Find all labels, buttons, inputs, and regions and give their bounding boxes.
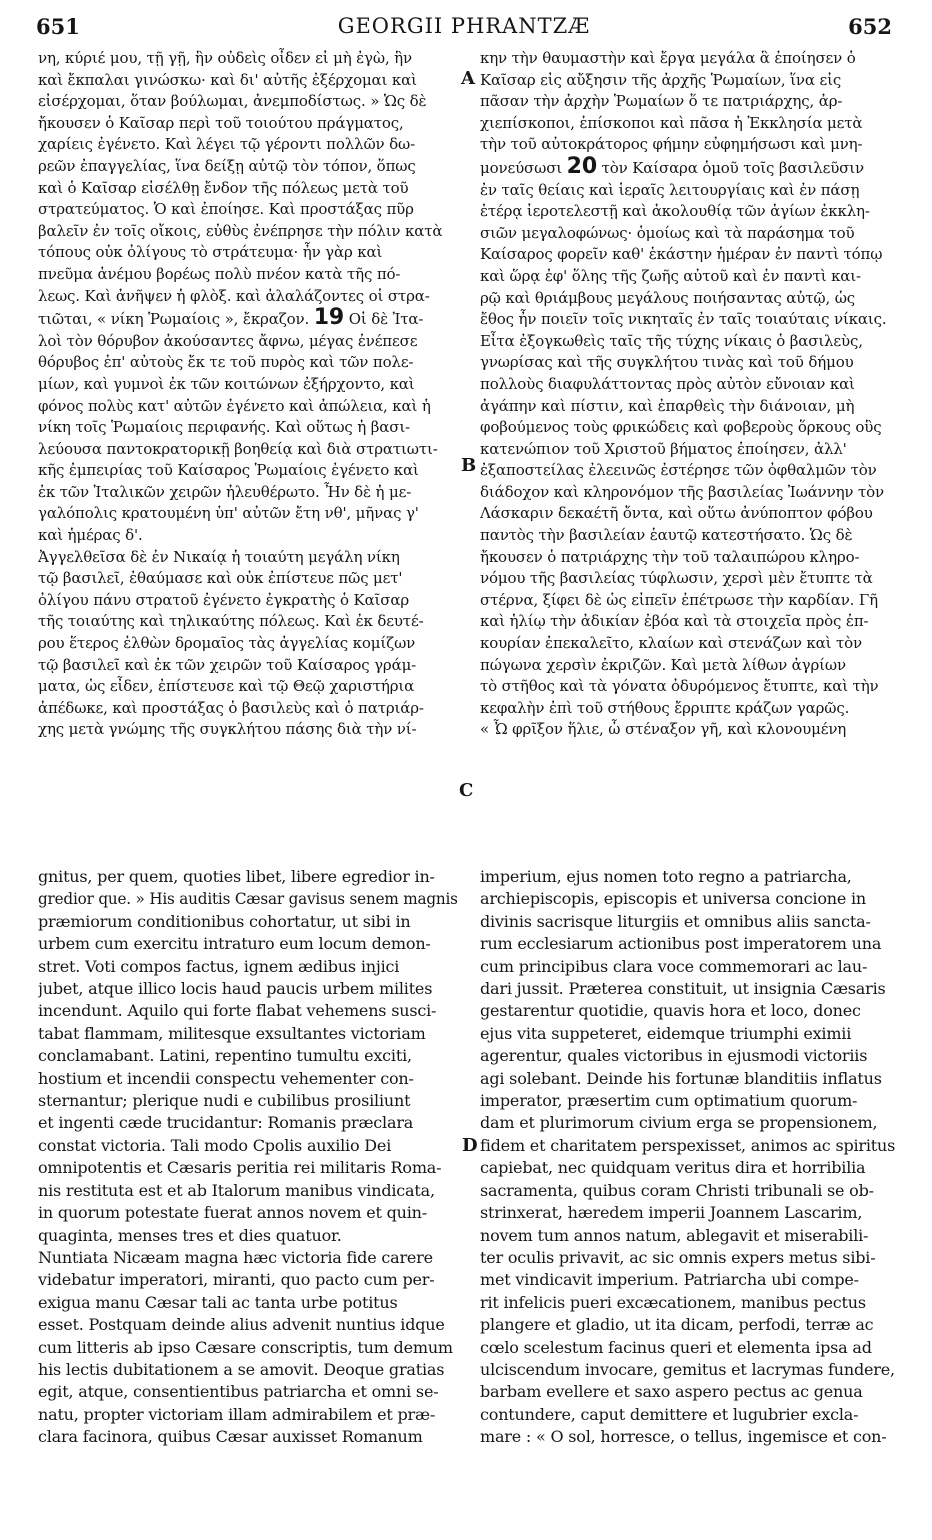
greek-text-line: ρου ἕτερος ἐλθὼν δρομαῖος τὰς ἀγγελίας κομίζων [38,634,416,653]
latin-text-line: stret. Voti compos factus, ignem ædibus injici [38,956,400,976]
greek-text-line: ἐξαποστείλας ἐλεεινῶς ἐστέρησε τῶν ὀφθαλμῶν τὸν [480,461,877,480]
latin-text-line: dari jussit. Præterea constituit, ut insignia Cæsaris [480,979,886,999]
latin-text-line: strinxerat, hæredem imperii Joannem Lascarim, [480,1203,863,1223]
greek-text-line: ἀπέδωκε, καὶ προστάξας ὁ βασιλεὺς καὶ ὁ πατριάρ- [38,698,424,717]
greek-text-line: λεύουσα παντοκρατορικῇ βοηθείᾳ καὶ διὰ στρατιωτι- [38,439,438,458]
latin-text-line: agerentur, quales victoribus in ejusmodi victoriis [480,1046,868,1066]
latin-text-line: clara facinora, quibus Cæsar auxisset Romanum [38,1427,423,1447]
greek-text-line: γνωρίσας καὶ τῆς συγκλήτου τινὰς καὶ τοῦ δήμου [480,353,854,372]
latin-text-line: plangere et gladio, ut ita dicam, perfodi, terræ ac [480,1315,874,1335]
latin-text-line: archiepiscopis, episcopis et universa concione in [480,889,867,909]
latin-text-line: imperator, præsertim cum optimatium quorum- [480,1091,858,1111]
latin-text-line: constat victoria. Tali modo Cpolis auxilio Dei [38,1135,392,1155]
margin-letter-a: A [461,68,475,89]
greek-text-line: τὴν τοῦ αὐτοκράτορος φήμην εὐφημήσωσι καὶ μνη- [480,135,863,154]
greek-text-line: κεφαλὴν ἐπὶ τοῦ στήθους ἔρριπτε κράζων γαρῶς. [480,698,850,717]
greek-text-line: χιεπίσκοποι, ἐπίσκοποι καὶ πᾶσα ἡ Ἐκκλησία μετὰ [480,113,863,132]
greek-text-line: Ἀγγελθεῖσα δὲ ἐν Νικαίᾳ ἡ τοιαύτη μεγάλη νίκη [38,547,400,566]
greek-text-line: ἤκουσεν ὁ πατριάρχης τὴν τοῦ ταλαιπώρου κληρο- [480,547,860,566]
latin-text-line: conclamabant. Latini, repentino tumultu exciti, [38,1046,412,1066]
greek-column-left [38,48,458,741]
latin-text-line: omnipotentis et Cæsaris peritia rei militaris Roma- [38,1158,442,1178]
latin-text-line: gredior que. » His auditis Cæsar gavisus senem magnis [38,889,458,909]
greek-text-line: νόμου τῆς βασιλείας τύφλωσιν, χερσὶ μὲν ἔτυπτε τὰ [480,569,873,588]
latin-text-line: quaginta, menses tres et dies quatuor. [38,1225,342,1245]
greek-text-line: ἐν ταῖς θείαις καὶ ἱεραῖς λειτουργίαις καὶ ἐν πάσῃ [480,180,860,199]
latin-text-line: Nuntiata Nicæam magna hæc victoria fide carere [38,1247,433,1267]
greek-text-line: Λάσκαριν δεκαέτῆ ὄντα, καὶ οὕτω ἀνύποπτον φόβου [480,504,873,523]
greek-text-line: ἐκ τῶν Ἰταλικῶν χειρῶν ἠλευθέρωτο. Ἦν δὲ ἡ με- [38,482,412,501]
greek-text-line: πνεῦμα ἀνέμου βορέως πολὺ πνέον κατὰ τῆς πό- [38,264,401,283]
greek-text-line: μίων, καὶ γυμνοὶ ἐκ τῶν κοιτώνων ἐξήρχοντο, καὶ [38,374,415,393]
section-number: 19 [313,307,345,331]
greek-text-line: διάδοχον καὶ κληρονόμον τῆς βασιλείας Ἰωάννην τὸν [480,482,885,501]
greek-text-line: σιῶν μεγαλοφώνως· ὁμοίως καὶ τὰ παράσημα τοῦ [480,223,855,242]
latin-column-right [480,866,898,1449]
greek-text-line: τῷ βασιλεῖ καὶ ἐκ τῶν χειρῶν τοῦ Καίσαρος γράμ- [38,655,417,674]
latin-text-line: rum ecclesiarum actionibus post imperatorem una [480,934,882,954]
latin-text-line: fidem et charitatem perspexisset, animos ac spiritus [480,1135,896,1155]
greek-text-line: χαρίεις ἐγένετο. Καὶ λέγει τῷ γέροντι πολλῶν δω- [38,135,416,154]
greek-text-line: κατενώπιον τοῦ Χριστοῦ βήματος ἐποίησεν, ἀλλ' [480,439,847,458]
greek-text-line: πώγωνα χερσὶν ἐκριζῶν. Καὶ μετὰ λίθων ἀγρίων [480,655,846,674]
greek-text-line: καὶ ὥρᾳ ἐφ' ὅλης τῆς ζωῆς αὐτοῦ καὶ ἐν παντὶ και- [480,266,861,285]
latin-text-line: rit infelicis pueri excæcationem, manibus pectus [480,1292,866,1312]
latin-text-line: præmiorum conditionibus cohortatur, ut sibi in [38,911,411,931]
greek-text-line: τόπους οὐκ ὀλίγους τὸ στράτευμα· ἦν γὰρ καὶ [38,243,383,262]
greek-text-line: τῷ βασιλεῖ, ἐθαύμασε καὶ οὐκ ἐπίστευε πῶς μετ' [38,569,403,588]
greek-text-line: Καίσαρος φορεῖν καθ' ἑκάστην ἡμέραν ἐν παντὶ τόπῳ [480,245,883,264]
latin-text-line: dam et plurimorum civium erga se propensionem, [480,1113,878,1133]
greek-text-line: ἔθος ἦν ποιεῖν τοῖς νικηταῖς ἐν ταῖς τοιαύταις νίκαις. [480,310,887,329]
latin-text-line: natu, propter victoriam illam admirabilem et præ- [38,1404,436,1424]
greek-text-line: νίκη τοῖς Ῥωμαίοις περιφανής. Καὶ οὕτως ἡ βασι- [38,418,410,437]
latin-text-line: his lectis dubitationem a se amovit. Deoque gratias [38,1359,445,1379]
latin-text-line: nis restituta est et ab Italorum manibus vindicata, [38,1180,435,1200]
latin-text-line: urbem cum exercitu intraturo eum locum demon- [38,934,431,954]
greek-text-line: πᾶσαν τὴν ἀρχὴν Ῥωμαίων ὅ τε πατριάρχης, ἀρ- [480,92,843,111]
latin-text-line: agi solebant. Deinde his fortunæ blanditiis inflatus [480,1068,882,1088]
latin-text-line: hostium et incendii conspectu vehementer con- [38,1068,414,1088]
greek-text-line: τιῶται, « νίκη Ῥωμαίοις », ἔκραζον. 19 Οἱ δὲ Ἰτα- [38,307,424,331]
greek-text-line: ματα, ὡς εἶδεν, ἐπίστευσε καὶ τῷ Θεῷ χαριστήρια [38,677,415,696]
greek-text-line: ρεῶν ἐπαγγελίας, ἵνα δείξῃ αὐτῷ τὸν τόπον, ὅπως [38,156,416,175]
greek-text-line: ἀγάπην καὶ πίστιν, καὶ ἐπαρθεὶς τὴν διάνοιαν, μὴ [480,396,855,415]
page-number-left: 651 [36,14,80,39]
running-head [36,10,892,46]
greek-text-line: παντὸς τὴν βασιλείαν ἑαυτῷ κατεστήσατο. Ὡς δὲ [480,526,853,545]
latin-text-line: exigua manu Cæsar tali ac tanta urbe potitus [38,1292,398,1312]
greek-column-right [480,48,898,741]
latin-text-line: imperium, ejus nomen toto regno a patriarcha, [480,867,852,886]
greek-text-line: εἰσέρχομαι, ὅταν βούλωμαι, ἀνεμποδίστως. » Ὡς δὲ [38,92,427,111]
greek-text-line: χης μετὰ γνώμης τῆς συγκλήτου πάσης διὰ τὴν νί- [38,720,417,739]
greek-text-line: καὶ ὁ Καῖσαρ εἰσέλθῃ ἔνδον τῆς πόλεως μετὰ τοῦ [38,178,409,197]
latin-text-line: incendunt. Aquilo qui forte flabat vehemens susci- [38,1001,437,1021]
latin-text-line: esset. Postquam deinde alius advenit nuntius idque [38,1315,445,1335]
greek-text-line: λοὶ τὸν θόρυβον ἀκούσαντες ἄφνω, μέγας ἐνέπεσε [38,331,418,350]
greek-text-line: καὶ ἔκπαλαι γινώσκω· καὶ δι' αὐτῆς ἐξέρχομαι καὶ [38,70,417,89]
latin-text-line: barbam evellere et saxo aspero pectus ac genua [480,1382,863,1402]
greek-text-line: φοβούμενος τοὺς φρικώδεις καὶ φοβεροὺς ὅρκους οὓς [480,418,882,437]
greek-text-line: ἤκουσεν ὁ Καῖσαρ περὶ τοῦ τοιούτου πράγματος, [38,113,404,132]
greek-text-line: θόρυβος ἐπ' αὐτοὺς ἔκ τε τοῦ πυρὸς καὶ τῶν πολε- [38,353,414,372]
greek-text-line: γαλόπολις κρατουμένη ὑπ' αὐτῶν ἔτη νθ', μῆνας γ' [38,504,419,523]
greek-text-line: κην τὴν θαυμαστὴν καὶ ἔργα μεγάλα ἃ ἐποίησεν ὁ [480,49,856,67]
latin-text-line: in quorum potestate fuerat annos novem et quin- [38,1203,427,1223]
greek-text-line: στέρνα, ξίφει δὲ ὡς εἰπεῖν ἐπέτρωσε τὴν καρδίαν. Γῆ [480,590,879,609]
latin-text-line: mare : « O sol, horresce, o tellus, ingemisce et con- [480,1427,887,1447]
greek-text-line: κουρίαν ἐπεκαλεῖτο, κλαίων καὶ στενάζων καὶ τὸν [480,634,862,653]
latin-text-line: met vindicavit imperium. Patriarcha ubi compe- [480,1270,859,1290]
greek-text-line: νη, κύριέ μου, τῇ γῇ, ἣν οὐδεὶς οἶδεν εἰ μὴ ἐγὼ, ἣν [38,49,412,67]
margin-letter-c: C [459,780,474,801]
greek-text-line: τῆς τοιαύτης καὶ τηλικαύτης πόλεως. Καὶ ἐκ δευτέ- [38,612,424,631]
section-number: 20 [566,155,597,179]
latin-text-line: sternantur; plerique nudi e cubilibus prosiliunt [38,1091,411,1111]
greek-text-line: ὀλίγου πάνυ στρατοῦ ἐγένετο ἐγκρατὴς ὁ Καῖσαρ [38,590,410,609]
greek-text-line: ἑτέρᾳ ἱεροτελεστῇ καὶ ἀκολουθίᾳ τῶν ἁγίων ἐκκλη- [480,202,870,221]
greek-text-line: λεως. Καὶ ἀνῆψεν ἡ φλὸξ. καὶ ἀλαλάζοντες οἱ στρα- [38,286,430,305]
greek-text-line: ρῷ καὶ θριάμβους μεγάλους ποιήσαντας αὐτῷ, ὡς [480,288,856,307]
greek-text-line: πολλοὺς διαφυλάττοντας πρὸς αὐτὸν εὔνοιαν καὶ [480,374,855,393]
greek-text-line: βαλεῖν ἐν τοῖς οἴκοις, εὐθὺς ἐνέπρησε τὴν πόλιν κατὰ [38,221,443,240]
latin-text-line: novem tum annos natum, ablegavit et miserabili- [480,1225,869,1245]
latin-text-line: cum principibus clara voce commemorari ac lau- [480,956,868,976]
latin-text-line: videbatur imperatori, miranti, quo pacto cum per- [38,1270,435,1290]
greek-text-line: Καῖσαρ εἰς αὔξησιν τῆς ἀρχῆς Ῥωμαίων, ἵνα εἰς [480,70,842,89]
latin-text-line: cum litteris ab ipso Cæsare conscriptis, tum demum [38,1337,453,1357]
running-title: GEORGII PHRANTZÆ [337,14,591,38]
margin-letter-d: D [462,1135,478,1156]
greek-text-line: Εἶτα ἐξογκωθεὶς ταῖς τῆς τύχης νίκαις ὁ βασιλεὺς, [480,331,863,350]
latin-text-line: divinis sacrisque liturgiis et omnibus aliis sancta- [480,911,871,931]
greek-text-line: καὶ ἡμέρας δ'. [38,526,143,545]
latin-text-line: jubet, atque illico locis haud paucis urbem milites [38,979,433,999]
latin-column-left [38,866,458,1449]
latin-text-line: ulciscendum invocare, gemitus et lacrymas fundere, [480,1359,895,1379]
latin-text-line: gestarentur quotidie, quavis hora et loco, donec [480,1001,861,1021]
margin-letter-b: B [461,455,477,476]
greek-text-line: « Ὦ φρῖξον ἥλιε, ὦ στέναξον γῆ, καὶ κλονουμένη [480,720,847,739]
greek-text-line: καὶ ἡλίῳ τὴν ἀδικίαν ἐβόα καὶ τὰ στοιχεῖα πρὸς ἐπ- [480,612,869,631]
greek-text-line: στρατεύματος. Ὁ καὶ ἐποίησε. Καὶ προστάξας πῦρ [38,200,414,219]
latin-text-line: egit, atque, consentientibus patriarcha et omni se- [38,1382,439,1402]
latin-text-line: capiebat, nec quidquam veritus dira et horribilia [480,1158,866,1178]
page-number-right: 652 [848,14,892,39]
greek-text-line: τὸ στῆθος καὶ τὰ γόνατα ὀδυρόμενος ἔτυπτε, καὶ τὴν [480,677,879,696]
latin-text-line: et ingenti cæde trucidantur: Romanis præclara [38,1113,414,1133]
latin-text-line: tabat flammam, militesque exsultantes victoriam [38,1023,426,1043]
latin-text-line: ter oculis privavit, ac sic omnis expers metus sibi- [480,1247,876,1267]
greek-text-line: μονεύσωσι 20 τὸν Καίσαρα ὁμοῦ τοῖς βασιλεῦσιν [480,155,864,179]
latin-text-line: ejus vita suppeteret, eidemque triumphi eximii [480,1023,852,1043]
greek-text-line: φόνος πολὺς κατ' αὐτῶν ἐγένετο καὶ ἀπώλεια, καὶ ἡ [38,396,431,415]
latin-text-line: contundere, caput demittere et lugubrier excla- [480,1404,859,1424]
latin-text-line: sacramenta, quibus coram Christi tribunali se ob- [480,1180,874,1200]
greek-text-line: κῆς ἐμπειρίας τοῦ Καίσαρος Ῥωμαίοις ἐγένετο καὶ [38,461,419,480]
latin-text-line: gnitus, per quem, quoties libet, libere egredior in- [38,867,435,886]
latin-text-line: cœlo scelestum facinus queri et elementa ipsa ad [480,1337,872,1357]
